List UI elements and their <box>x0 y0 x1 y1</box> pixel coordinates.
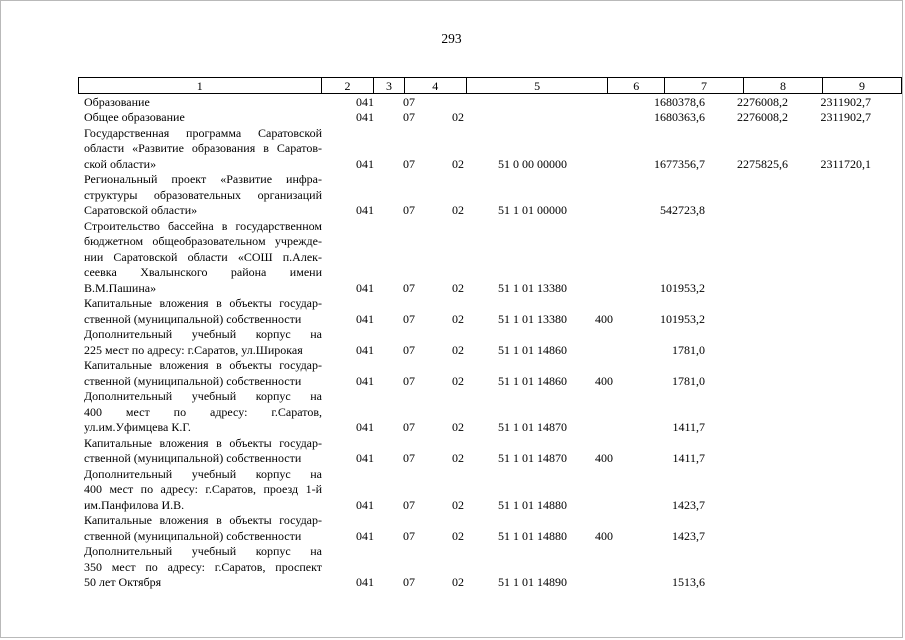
cell-c5: 51 1 01 00000 <box>498 203 567 217</box>
row-name <box>84 327 322 358</box>
cell-c5: 51 1 01 13380 <box>498 311 567 326</box>
cell-c5: 51 1 01 14890 <box>498 575 567 589</box>
cell-c3: 07 <box>403 373 415 388</box>
table-row <box>1 327 905 358</box>
cell-c9: 2311902,7 <box>820 94 871 109</box>
column-header: 2 <box>321 78 374 94</box>
row-name <box>84 389 322 436</box>
cell-c7: 1781,0 <box>672 373 705 388</box>
cell-c3: 07 <box>403 420 415 434</box>
cell-c5: 51 0 00 00000 <box>498 156 567 171</box>
cell-c2: 041 <box>356 110 374 124</box>
cell-c2: 041 <box>356 94 374 109</box>
row-name-line: 225 мест по адресу: г.Саратов, ул.Широкая <box>84 342 303 357</box>
cell-c7: 1680378,6 <box>654 94 705 109</box>
cell-c4: 02 <box>452 203 464 217</box>
row-name <box>84 95 322 111</box>
row-name-line: Строительство бассейна в государственном <box>84 218 322 233</box>
row-name-line: Саратовской области» <box>84 203 198 217</box>
cell-c8: 2275825,6 <box>737 156 788 171</box>
row-name-line: 400 мест по адресу: г.Саратов, <box>84 404 322 419</box>
row-name-line: 350 мест по адресу: г.Саратов, проспект <box>84 559 322 574</box>
table-row <box>1 110 905 126</box>
table-row <box>1 436 905 467</box>
row-name-line: нии Саратовской области «СОШ п.Алек- <box>84 249 322 264</box>
cell-c2: 041 <box>356 528 374 543</box>
cell-c5: 51 1 01 14880 <box>498 528 567 543</box>
row-name <box>84 358 322 389</box>
row-name-line: В.М.Пашина» <box>84 280 157 295</box>
cell-c7: 101953,2 <box>660 280 705 295</box>
cell-c6: 400 <box>595 451 613 465</box>
cell-c6: 400 <box>595 373 613 388</box>
row-name-line: ской области» <box>84 156 157 171</box>
cell-c9: 2311902,7 <box>820 110 871 124</box>
cell-c2: 041 <box>356 373 374 388</box>
cell-c4: 02 <box>452 311 464 326</box>
cell-c7: 1423,7 <box>672 528 705 543</box>
row-name-line: ственной (муниципальной) собственности <box>84 311 302 326</box>
cell-c4: 02 <box>452 156 464 171</box>
column-header: 3 <box>374 78 404 94</box>
cell-c3: 07 <box>403 528 415 543</box>
cell-c5: 51 1 01 14880 <box>498 497 567 512</box>
row-name-line: ственной (муниципальной) собственности <box>84 528 302 543</box>
cell-c5: 51 1 01 14870 <box>498 451 567 465</box>
table-row <box>1 296 905 327</box>
table-row <box>1 172 905 219</box>
cell-c4: 02 <box>452 497 464 512</box>
cell-c2: 041 <box>356 203 374 217</box>
cell-c2: 041 <box>356 280 374 295</box>
cell-c3: 07 <box>403 94 415 109</box>
cell-c7: 1411,7 <box>672 420 705 434</box>
cell-c6: 400 <box>595 311 613 326</box>
cell-c4: 02 <box>452 420 464 434</box>
row-name-line: им.Панфилова И.В. <box>84 497 185 512</box>
cell-c8: 2276008,2 <box>737 94 788 109</box>
row-name-line: ул.им.Уфимцева К.Г. <box>84 420 191 434</box>
row-name-line: структуры образовательных организаций <box>84 187 322 202</box>
row-name <box>84 172 322 219</box>
cell-c4: 02 <box>452 528 464 543</box>
row-name-line: Общее образование <box>84 110 185 124</box>
cell-c2: 041 <box>356 342 374 357</box>
cell-c7: 1423,7 <box>672 497 705 512</box>
row-name-line: 50 лет Октября <box>84 575 162 589</box>
cell-c2: 041 <box>356 156 374 171</box>
column-header: 9 <box>822 78 901 94</box>
row-name-line: ственной (муниципальной) собственности <box>84 451 302 465</box>
row-name <box>84 436 322 467</box>
cell-c3: 07 <box>403 203 415 217</box>
cell-c3: 07 <box>403 156 415 171</box>
cell-c4: 02 <box>452 575 464 589</box>
cell-c2: 041 <box>356 420 374 434</box>
cell-c3: 07 <box>403 575 415 589</box>
cell-c7: 1677356,7 <box>654 156 705 171</box>
cell-c5: 51 1 01 14870 <box>498 420 567 434</box>
row-name-line: Дополнительный учебный корпус на <box>84 544 322 558</box>
row-name <box>84 544 322 591</box>
table-row <box>1 513 905 544</box>
column-header: 5 <box>466 78 608 94</box>
table-row <box>1 126 905 173</box>
cell-c2: 041 <box>356 575 374 589</box>
row-name-line: Капитальные вложения в объекты государ- <box>84 513 322 527</box>
cell-c2: 041 <box>356 451 374 465</box>
column-header-row <box>78 77 902 94</box>
cell-c4: 02 <box>452 110 464 124</box>
table-row <box>1 389 905 436</box>
cell-c4: 02 <box>452 280 464 295</box>
cell-c5: 51 1 01 13380 <box>498 280 567 295</box>
cell-c9: 2311720,1 <box>820 156 871 171</box>
cell-c7: 1781,0 <box>672 342 705 357</box>
cell-c8: 2276008,2 <box>737 110 788 124</box>
cell-c5: 51 1 01 14860 <box>498 373 567 388</box>
row-name <box>84 513 322 544</box>
column-header: 4 <box>404 78 466 94</box>
cell-c3: 07 <box>403 280 415 295</box>
cell-c6: 400 <box>595 528 613 543</box>
table-row <box>1 219 905 297</box>
table-row <box>1 95 905 111</box>
cell-c3: 07 <box>403 110 415 124</box>
column-header: 8 <box>743 78 822 94</box>
cell-c2: 041 <box>356 311 374 326</box>
row-name-line: области «Развитие образования в Саратов- <box>84 141 322 155</box>
row-name-line: Дополнительный учебный корпус на <box>84 389 322 403</box>
column-header: 7 <box>665 78 744 94</box>
row-name-line: 400 мест по адресу: г.Саратов, проезд 1-й <box>84 482 322 496</box>
cell-c3: 07 <box>403 342 415 357</box>
row-name-line: Капитальные вложения в объекты государ- <box>84 358 322 372</box>
page-number: 293 <box>441 31 462 46</box>
cell-c4: 02 <box>452 342 464 357</box>
cell-c7: 1680363,6 <box>654 110 705 124</box>
cell-c5: 51 1 01 14860 <box>498 342 567 357</box>
table-row <box>1 467 905 514</box>
row-name-line: бюджетном общеобразовательном учрежде- <box>84 234 322 248</box>
row-name <box>84 219 322 297</box>
row-name-line: Дополнительный учебный корпус на <box>84 466 322 481</box>
cell-c7: 1411,7 <box>672 451 705 465</box>
row-name <box>84 110 322 126</box>
cell-c2: 041 <box>356 497 374 512</box>
row-name-line: Государственная программа Саратовской <box>84 125 322 140</box>
row-name-line: Дополнительный учебный корпус на <box>84 327 322 341</box>
row-name-line: Образование <box>84 94 150 109</box>
row-name-line: ственной (муниципальной) собственности <box>84 373 302 388</box>
table-row <box>1 358 905 389</box>
row-name-line: Региональный проект «Развитие инфра- <box>84 172 322 186</box>
row-name <box>84 296 322 327</box>
row-name <box>84 467 322 514</box>
row-name-line: Капитальные вложения в объекты государ- <box>84 435 322 450</box>
cell-c7: 542723,8 <box>660 203 705 217</box>
cell-c4: 02 <box>452 373 464 388</box>
cell-c4: 02 <box>452 451 464 465</box>
cell-c3: 07 <box>403 311 415 326</box>
row-name-line: Капитальные вложения в объекты государ- <box>84 296 322 310</box>
cell-c7: 1513,6 <box>672 575 705 589</box>
row-name <box>84 126 322 173</box>
column-header: 1 <box>79 78 322 94</box>
cell-c3: 07 <box>403 451 415 465</box>
column-header: 6 <box>608 78 665 94</box>
cell-c3: 07 <box>403 497 415 512</box>
table-row <box>1 544 905 591</box>
cell-c7: 101953,2 <box>660 311 705 326</box>
row-name-line: сеевка Хвалынского района имени <box>84 265 322 279</box>
